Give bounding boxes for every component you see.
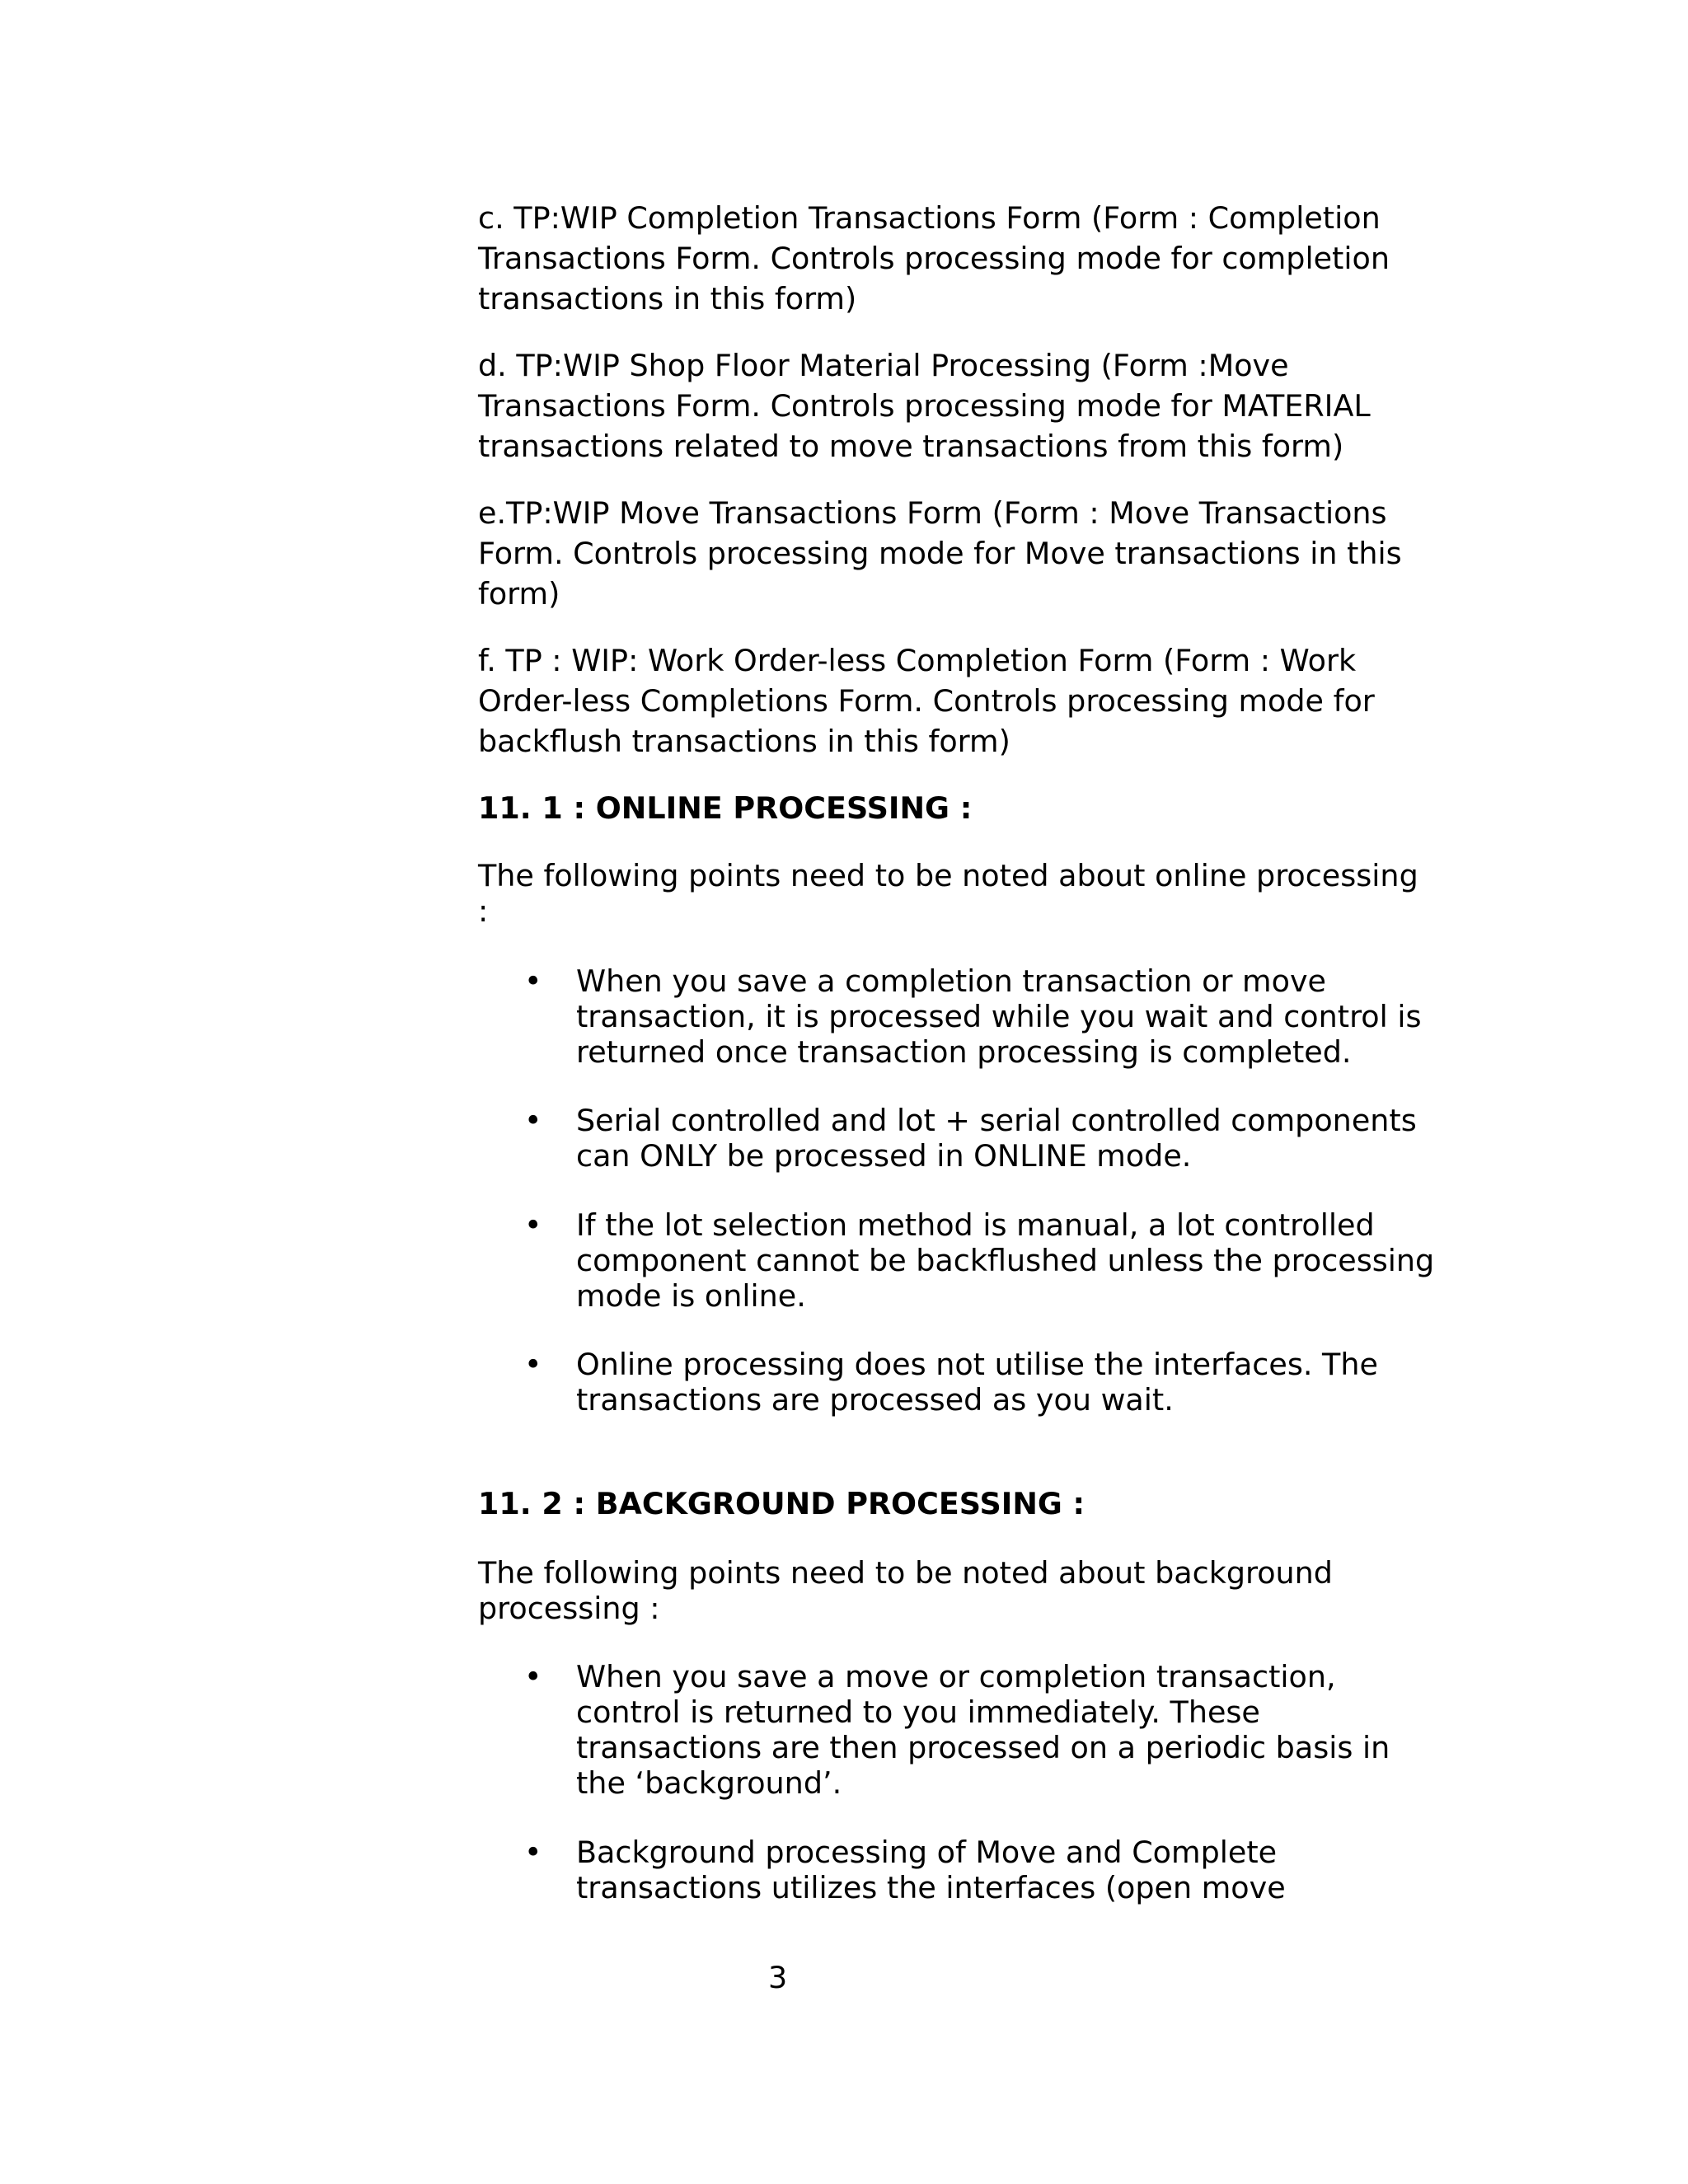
page-number: 3 [768, 1960, 788, 1995]
list-item-text: When you save a move or completion transaction, control is returned to you immediately. These transactions are then processed on a periodic basis in the ‘background’. [576, 1659, 1390, 1801]
list-item [478, 963, 1451, 1070]
list-item [478, 1659, 1451, 1801]
paragraph-e: e.TP:WIP Move Transactions Form (Form : Move Transactions Form. Controls processing mode for Move transactions in this form) [478, 495, 1402, 612]
section-heading-background: 11. 2 : BACKGROUND PROCESSING : [478, 1486, 1085, 1521]
section-heading-online: 11. 1 : ONLINE PROCESSING : [478, 790, 973, 826]
online-intro: The following points need to be noted about online processing : [478, 858, 1418, 929]
paragraph-f: f. TP : WIP: Work Order-less Completion Form (Form : Work Order-less Completions Form. Controls processing mode for backflush transactions in this form) [478, 643, 1375, 759]
list-item [478, 1103, 1451, 1174]
bullet-icon: • [524, 1347, 542, 1382]
paragraph-c: c. TP:WIP Completion Transactions Form (Form : Completion Transactions Form. Controls processing mode for completion transactions in this form) [478, 200, 1390, 316]
list-item-text: Background processing of Move and Complete transactions utilizes the interfaces (open move [576, 1835, 1286, 1905]
list-item-text: If the lot selection method is manual, a lot controlled component cannot be backflushed unless the processing mode is online. [576, 1207, 1435, 1314]
paragraph-d: d. TP:WIP Shop Floor Material Processing (Form :Move Transactions Form. Controls processing mode for MATERIAL transactions related to move transactions from this form) [478, 348, 1371, 464]
list-item-text: When you save a completion transaction or move transaction, it is processed while you wait and control is returned once transaction processing is completed. [576, 963, 1422, 1070]
list-item-text: Online processing does not utilise the interfaces. The transactions are processed as you wait. [576, 1347, 1378, 1418]
bullet-icon: • [524, 1207, 542, 1243]
list-item-text: Serial controlled and lot + serial controlled components can ONLY be processed in ONLINE mode. [576, 1103, 1417, 1174]
bullet-icon: • [524, 1659, 542, 1694]
bullet-icon: • [524, 1103, 542, 1138]
list-item [478, 1207, 1451, 1314]
list-item [478, 1347, 1451, 1418]
bullet-icon: • [524, 963, 542, 999]
bullet-icon: • [524, 1835, 542, 1870]
background-intro: The following points need to be noted about background processing : [478, 1555, 1333, 1626]
list-item [478, 1835, 1451, 1905]
